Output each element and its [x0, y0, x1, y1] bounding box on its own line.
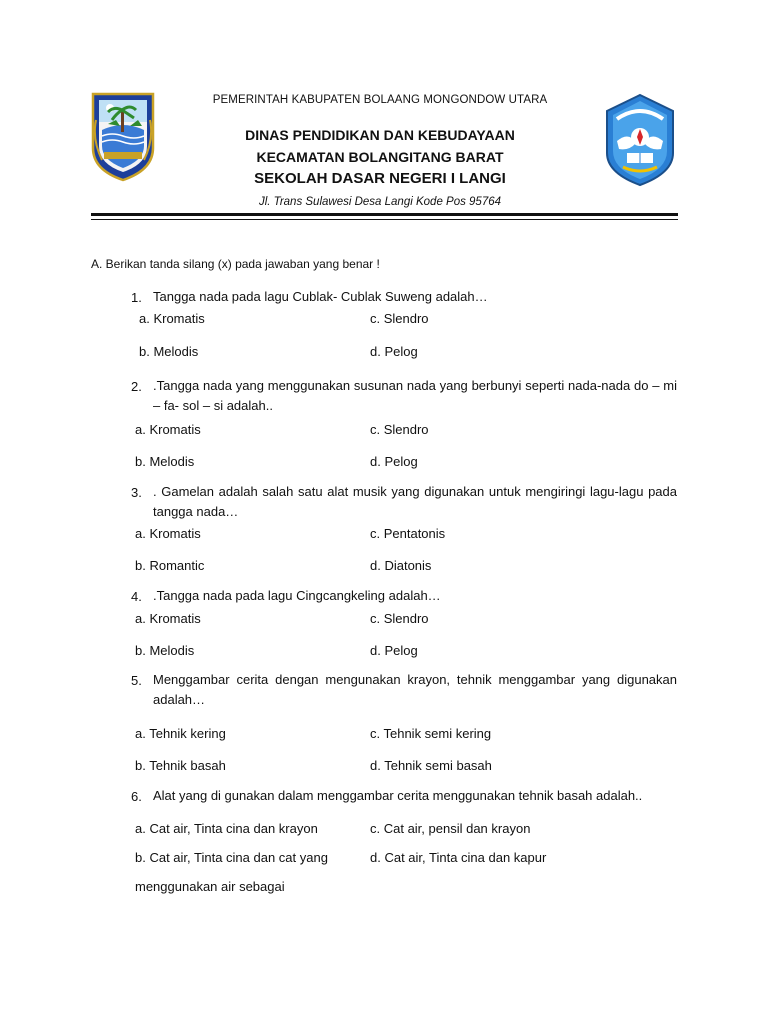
question-2-option-b[interactable]: b. Melodis — [135, 454, 195, 469]
question-5-option-d[interactable]: d. Tehnik semi basah — [370, 758, 492, 773]
question-5-number: 5. — [131, 673, 142, 688]
question-2-option-a[interactable]: a. Kromatis — [135, 422, 201, 437]
question-3-text: . Gamelan adalah salah satu alat musik yang digunakan untuk mengiringi lagu-lagu pada tangga nada… — [153, 484, 677, 519]
question-5-text: Menggambar cerita dengan mengunakan krayon, tehnik menggambar yang digunakan adalah… — [153, 672, 677, 707]
question-2-option-c[interactable]: c. Slendro — [370, 422, 429, 437]
question-6-text: Alat yang di gunakan dalam menggambar cerita menggunakan tehnik basah adalah.. — [153, 788, 643, 803]
question-2-number: 2. — [131, 379, 142, 394]
question-6-option-b-continuation: menggunakan air sebagai — [135, 879, 285, 894]
question-4-text: .Tangga nada pada lagu Cingcangkeling adalah… — [153, 588, 441, 603]
question-2-option-d[interactable]: d. Pelog — [370, 454, 418, 469]
question-6-option-d[interactable]: d. Cat air, Tinta cina dan kapur — [370, 850, 547, 865]
question-5-option-a[interactable]: a. Tehnik kering — [135, 726, 226, 741]
question-1-text: Tangga nada pada lagu Cublak- Cublak Suweng adalah… — [153, 289, 488, 304]
question-5-option-b[interactable]: b. Tehnik basah — [135, 758, 226, 773]
question-4-option-c[interactable]: c. Slendro — [370, 611, 429, 626]
tut-wuri-handayani-emblem-icon — [603, 93, 677, 187]
question-3-option-d[interactable]: d. Diatonis — [370, 558, 432, 573]
question-1-number: 1. — [131, 290, 142, 305]
question-6-number: 6. — [131, 789, 142, 804]
question-4-option-a[interactable]: a. Kromatis — [135, 611, 201, 626]
question-6-option-a[interactable]: a. Cat air, Tinta cina dan krayon — [135, 821, 318, 836]
header-divider-thin — [91, 219, 678, 220]
question-1-option-d[interactable]: d. Pelog — [370, 344, 418, 359]
question-1-option-c[interactable]: c. Slendro — [370, 311, 429, 326]
question-1-option-a[interactable]: a. Kromatis — [139, 311, 205, 326]
question-4-option-b[interactable]: b. Melodis — [135, 643, 195, 658]
header-divider-thick — [91, 213, 678, 216]
question-6-option-b[interactable]: b. Cat air, Tinta cina dan cat yang — [135, 850, 328, 865]
question-3-number: 3. — [131, 485, 142, 500]
header-school-name: SEKOLAH DASAR NEGERI I LANGI — [254, 170, 506, 187]
question-4-option-d[interactable]: d. Pelog — [370, 643, 418, 658]
question-2-text: .Tangga nada yang menggunakan susunan nada yang berbunyi seperti nada-nada do – mi – fa- sol – si adalah.. — [153, 378, 677, 413]
question-3-option-a[interactable]: a. Kromatis — [135, 526, 201, 541]
header-government: PEMERINTAH KABUPATEN BOLAANG MONGONDOW UTARA — [212, 94, 548, 106]
regency-crest-icon — [90, 90, 156, 182]
question-4-number: 4. — [131, 589, 142, 604]
header-address: Jl. Trans Sulawesi Desa Langi Kode Pos 95764 — [258, 196, 502, 208]
question-5-option-c[interactable]: c. Tehnik semi kering — [370, 726, 492, 741]
header-department: DINAS PENDIDIKAN DAN KEBUDAYAAN — [245, 127, 515, 143]
section-instruction: A. Berikan tanda silang (x) pada jawaban yang benar ! — [91, 257, 380, 271]
question-3-option-b[interactable]: b. Romantic — [135, 558, 205, 573]
question-6-option-c[interactable]: c. Cat air, pensil dan krayon — [370, 821, 531, 836]
header-district: KECAMATAN BOLANGITANG BARAT — [256, 149, 504, 165]
question-3-option-c[interactable]: c. Pentatonis — [370, 526, 446, 541]
question-1-option-b[interactable]: b. Melodis — [139, 344, 199, 359]
